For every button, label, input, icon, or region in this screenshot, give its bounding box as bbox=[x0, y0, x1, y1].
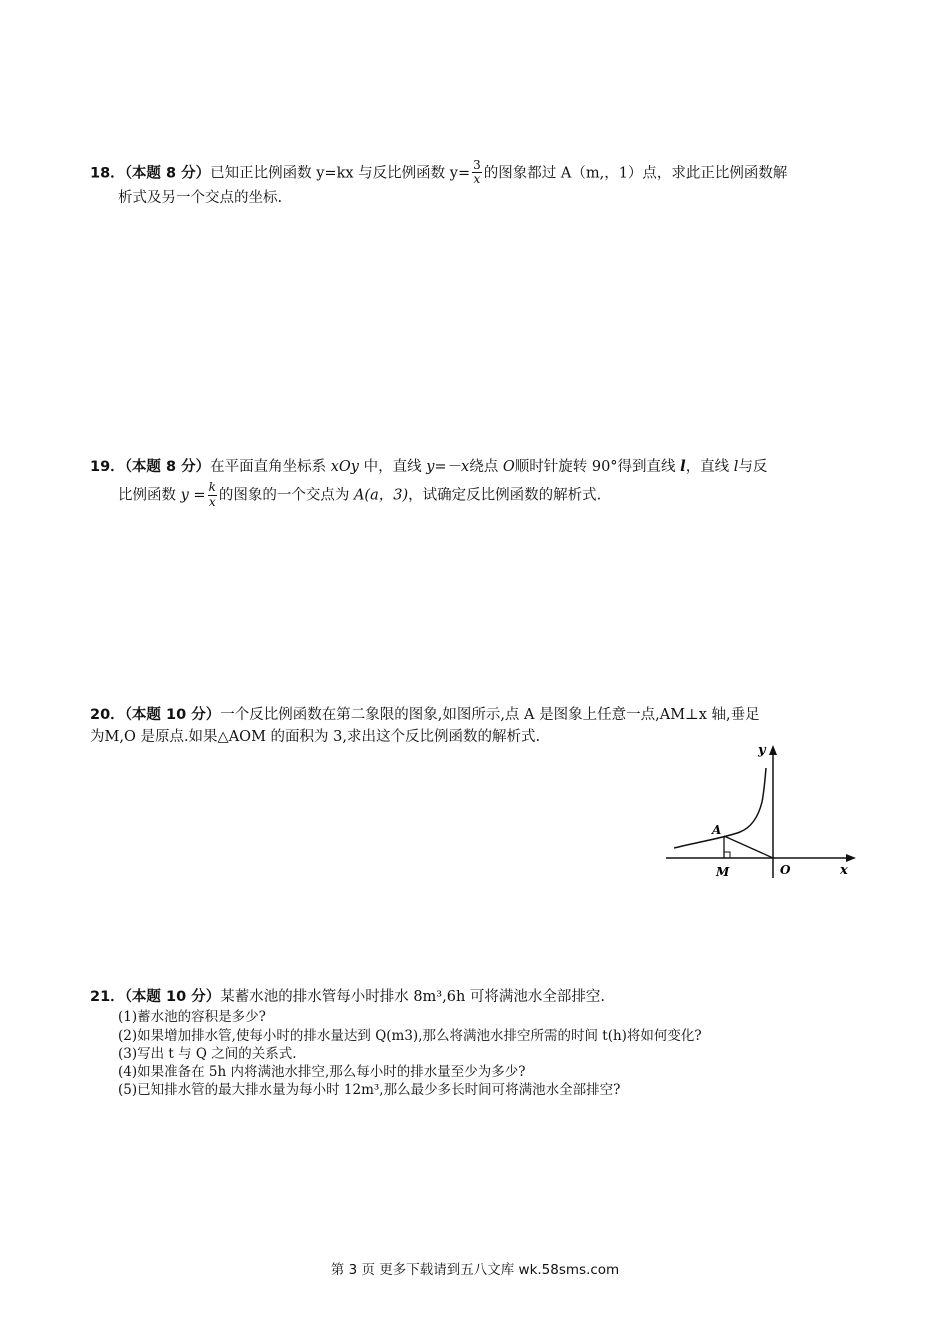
label-y: y bbox=[758, 743, 766, 758]
question-number: 21． bbox=[90, 989, 125, 1005]
question-text: 的图象都过 A（m,，1）点，求此正比例函数解 bbox=[483, 165, 788, 182]
question-19-line-2: 比例函数 y = $\frac{k}{x}$ 的图象的一个交点为 A(a，3)，试确定反比例函数的解析式. bbox=[118, 480, 602, 509]
label-a: A bbox=[712, 823, 722, 837]
label-o: O bbox=[780, 863, 791, 877]
question-points: （本题 10 分） bbox=[124, 989, 221, 1005]
inverse-function-graph bbox=[662, 740, 862, 880]
question-number: 18． bbox=[90, 165, 125, 182]
question-text: 已知正比例函数 y=kx 与反比例函数 y= bbox=[210, 165, 471, 182]
question-21-line-1: 21．（本题 10 分）某蓄水池的排水管每小时排水 8m³,6h 可将满池水全部排空. bbox=[90, 989, 606, 1005]
question-number: 20． bbox=[90, 707, 125, 723]
question-21-item-5: (5)已知排水管的最大排水量为每小时 12m³,那么最少多长时间可将满池水全部排空? bbox=[118, 1082, 621, 1099]
x-axis-arrow bbox=[846, 854, 856, 862]
question-18-line-2: 析式及另一个交点的坐标. bbox=[118, 190, 283, 207]
y-axis-arrow bbox=[769, 745, 777, 755]
label-m: M bbox=[716, 865, 730, 879]
question-20-line-2: 为M,O 是原点.如果△AOM 的面积为 3,求出这个反比例函数的解析式. bbox=[90, 729, 541, 746]
question-points: （本题 8 分） bbox=[124, 165, 211, 182]
fraction-3-over-x: $\frac{3}{x}$ bbox=[473, 158, 481, 187]
question-20-line-1: 20．（本题 10 分）一个反比例函数在第二象限的图象,如图所示,点 A 是图象上任意一点,AM⊥x 轴,垂足 bbox=[90, 707, 760, 723]
question-18 bbox=[90, 160, 865, 210]
question-19 bbox=[90, 456, 865, 510]
question-number: 19． bbox=[90, 459, 125, 475]
segment-ao bbox=[724, 836, 773, 858]
question-points: （本题 10 分） bbox=[124, 707, 221, 723]
question-19-line-1: 19．（本题 8 分）在平面直角坐标系 xOy 中，直线 y=－x绕点 O顺时针旋转 90°得到直线 l，直线 l与反 bbox=[90, 458, 768, 475]
question-21-item-2: (2)如果增加排水管,使每小时的排水量达到 Q(m3),那么将满池水排空所需的时间 t(h)将如何变化? bbox=[118, 1027, 702, 1044]
fraction-k-over-x: $\frac{k}{x}$ bbox=[208, 480, 216, 509]
right-angle-mark bbox=[724, 852, 730, 858]
question-21 bbox=[90, 986, 865, 1100]
question-18-line-1 bbox=[90, 160, 865, 187]
question-21-item-3: (3)写出 t 与 Q 之间的关系式. bbox=[118, 1045, 297, 1062]
question-points: （本题 8 分） bbox=[124, 459, 211, 475]
question-21-item-4: (4)如果准备在 5h 内将满池水排空,那么每小时的排水量至少为多少? bbox=[118, 1064, 526, 1081]
page-footer: 第 3 页 更多下载请到五八文库 wk.58sms.com bbox=[330, 1262, 620, 1278]
label-x: x bbox=[840, 863, 848, 878]
question-21-item-1: (1)蓄水池的容积是多少? bbox=[118, 1009, 266, 1026]
